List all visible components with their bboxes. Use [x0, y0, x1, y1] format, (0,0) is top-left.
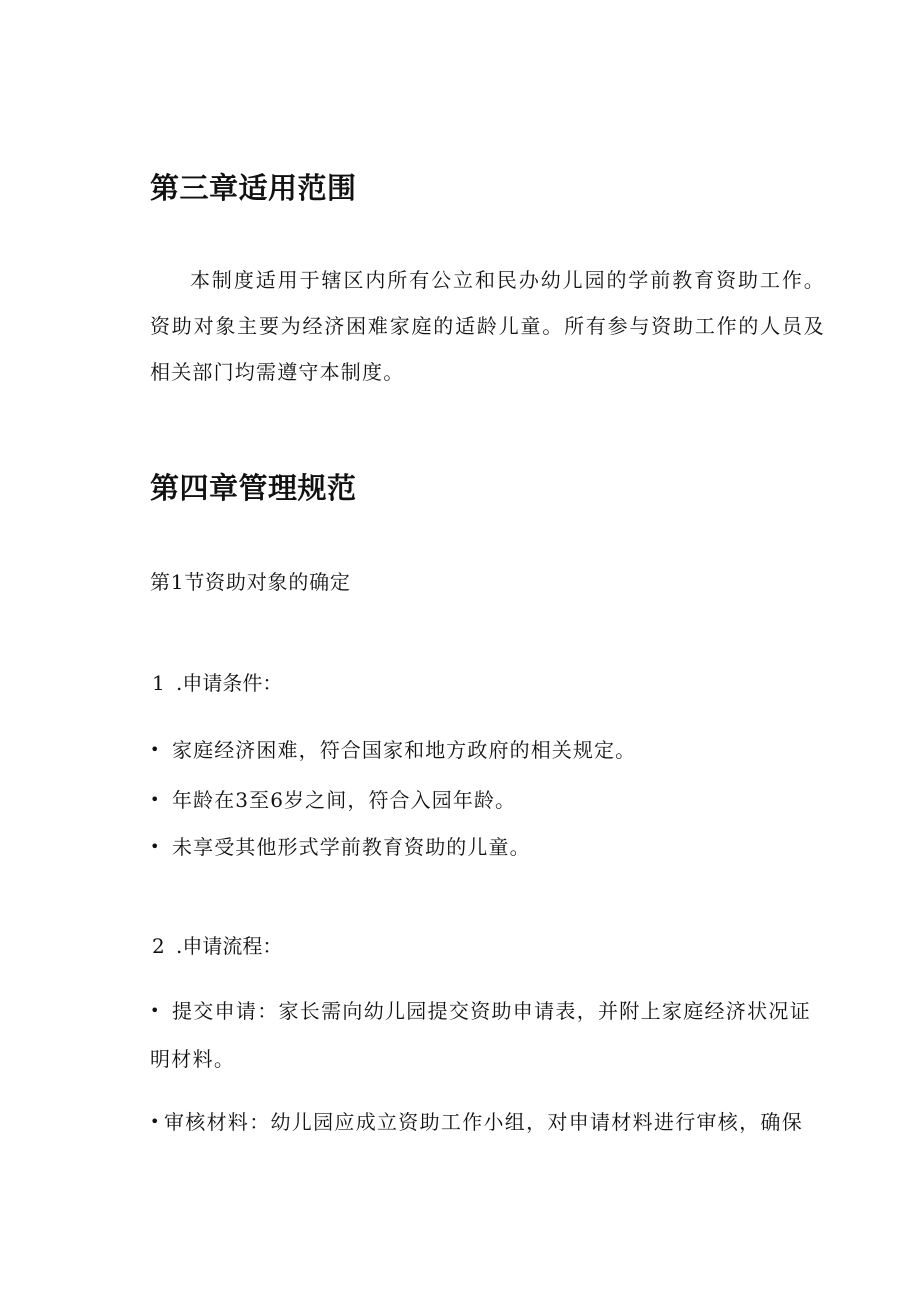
bullet-icon: •	[150, 740, 161, 759]
list-item-text: 提交申请：家长需向幼儿园提交资助申请表，并附上家庭经济状况证明材料。	[150, 999, 811, 1071]
bullet-icon: •	[150, 1112, 160, 1131]
item2-heading	[152, 930, 282, 959]
list-item-text: 未享受其他形式学前教育资助的儿童。	[172, 835, 531, 859]
list-item	[150, 987, 825, 1083]
list-item	[150, 831, 531, 860]
bullet-icon: •	[150, 790, 161, 809]
section1-title: 第1节资助对象的确定	[150, 570, 351, 594]
item2-number: 2	[152, 934, 165, 958]
item1-heading	[152, 667, 282, 696]
chapter4-title: 第四章管理规范	[150, 471, 357, 505]
list-item-text: 年龄在3至6岁之间，符合入园年龄。	[172, 788, 517, 812]
list-item-text: 家庭经济困难，符合国家和地方政府的相关规定。	[172, 738, 637, 762]
chapter3-title: 第三章适用范围	[150, 171, 357, 205]
list-item	[150, 784, 516, 813]
list-item-text: 审核材料：幼儿园应成立资助工作小组，对申请材料进行审核，确保	[164, 1110, 803, 1134]
item1-label: .申请条件：	[176, 671, 283, 695]
chapter3-paragraph: 本制度适用于辖区内所有公立和民办幼儿园的学前教育资助工作。资助对象主要为经济困难家庭的适龄儿童。所有参与资助工作的人员及相关部门均需遵守本制度。	[150, 268, 825, 384]
bullet-icon: •	[150, 1001, 160, 1020]
bullet-icon: •	[150, 837, 161, 856]
item1-number: 1	[152, 671, 165, 695]
list-item	[150, 734, 636, 763]
item2-label: .申请流程：	[176, 934, 283, 958]
list-item	[150, 1098, 825, 1146]
